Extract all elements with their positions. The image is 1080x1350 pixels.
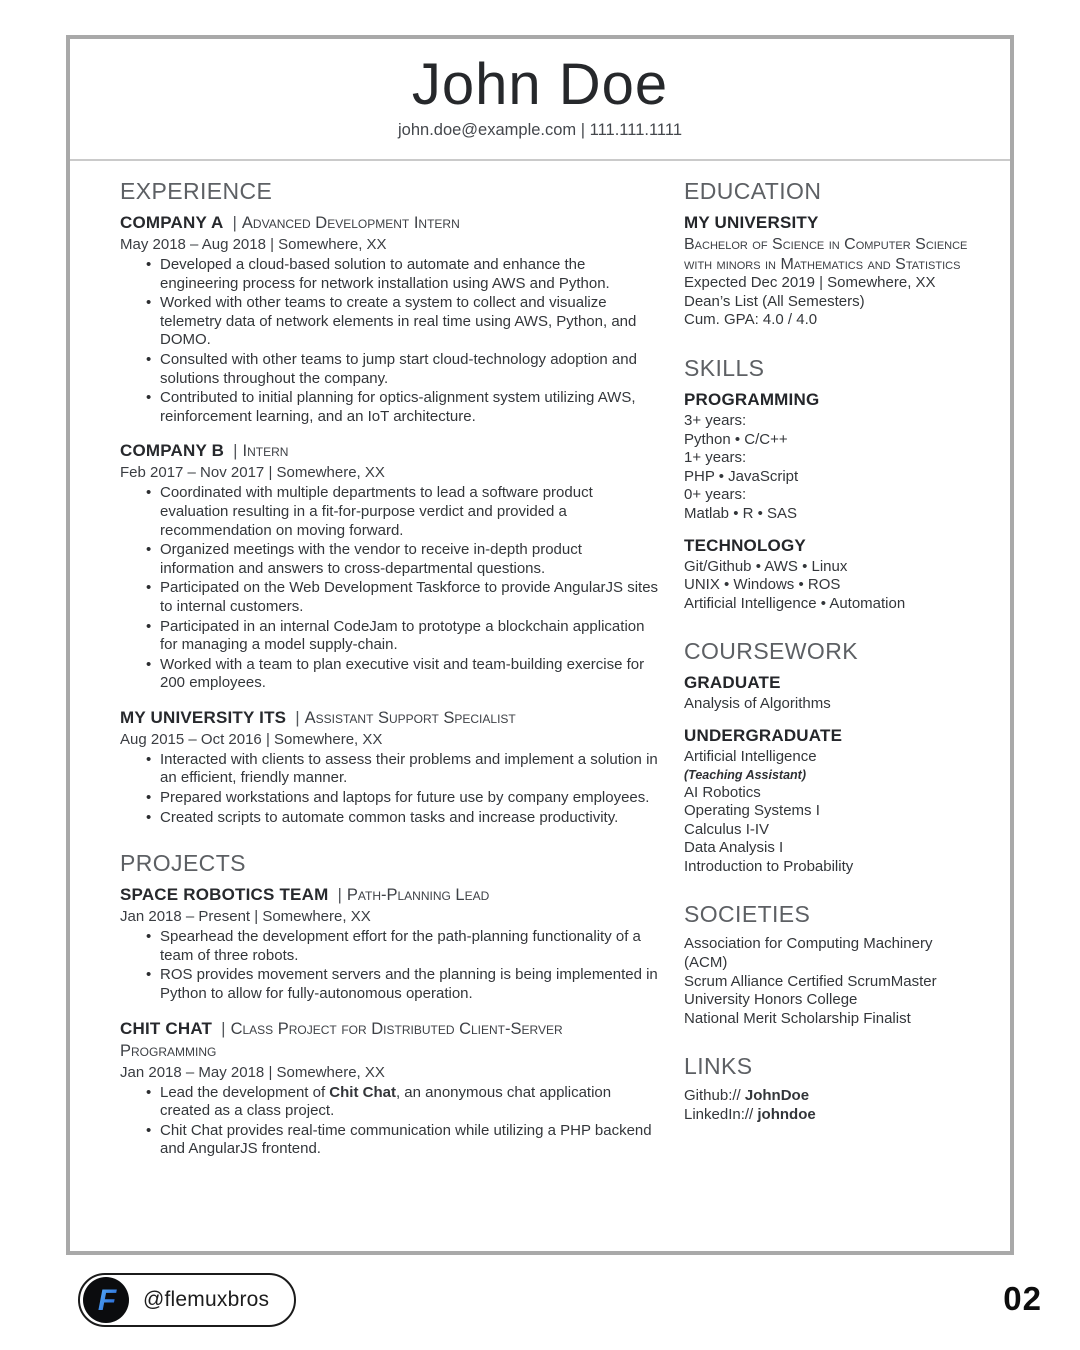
text-segment: Chit Chat <box>329 1083 396 1101</box>
entry-meta: Jan 2018 – Present | Somewhere, XX <box>120 908 371 926</box>
entry-meta: Jan 2018 – May 2018 | Somewhere, XX <box>120 1063 385 1081</box>
page-frame <box>66 35 1014 1255</box>
subsection <box>684 212 968 330</box>
separator: | <box>233 441 238 461</box>
entry-role: Path-Planning Lead <box>346 886 490 905</box>
bullet-item: • Spearhead the development effort for the path-planning functionality of a team of three robots. <box>160 928 660 965</box>
text-line: 0+ years: <box>684 486 747 504</box>
subsection <box>684 1087 968 1124</box>
entry <box>120 212 660 426</box>
section-projects <box>120 850 660 1159</box>
entry <box>120 884 660 1003</box>
entry-org: COMPANY B <box>120 441 225 461</box>
subsection-heading: PROGRAMMING <box>684 389 820 409</box>
entry-meta: May 2018 – Aug 2018 | Somewhere, XX <box>120 236 387 253</box>
bullet-item: • Developed a cloud-based solution to automate and enhance the engineering process for network installation using AWS and Python. <box>160 256 660 293</box>
text-line: Introduction to Probability <box>684 857 854 875</box>
bullet-item: • Coordinated with multiple departments to lead a software product evaluation resulting in a fit-for-purpose verdict and provided a recommendation on moving forward. <box>160 484 660 540</box>
entry-role: Assistant Support Specialist <box>304 708 516 727</box>
section-societies <box>684 901 968 1028</box>
separator: | <box>232 213 237 232</box>
footer-badge <box>78 1273 296 1327</box>
text-line: National Merit Scholarship Finalist <box>684 1009 911 1027</box>
text-line: Dean’s List (All Semesters) <box>684 292 865 310</box>
entry-head <box>120 1018 660 1062</box>
bullet-list <box>120 928 660 1003</box>
subsection <box>684 935 968 1028</box>
text-line: Calculus I-IV <box>684 820 770 838</box>
text-segment: Github:// <box>684 1087 745 1105</box>
text-line: Expected Dec 2019 | Somewhere, XX <box>684 274 936 292</box>
bullet-item: • Interacted with clients to assess their problems and implement a solution in an efficient, friendly manner. <box>160 751 660 788</box>
text-line: Association for Computing Machinery (ACM) <box>684 935 933 972</box>
entry <box>120 440 660 693</box>
logo-letter: F <box>97 1284 117 1317</box>
entry-org: COMPANY A <box>120 213 224 232</box>
entry-meta: Aug 2015 – Oct 2016 | Somewhere, XX <box>120 730 383 748</box>
text-line: Cum. GPA: 4.0 / 4.0 <box>684 311 818 329</box>
separator: | <box>221 1018 226 1038</box>
bullet-item: • Consulted with other teams to jump start cloud-technology adoption and solutions throughout the company. <box>160 351 660 388</box>
entry <box>120 707 660 827</box>
subsection <box>684 389 968 524</box>
bullet-list <box>120 1084 660 1159</box>
subsection-heading: TECHNOLOGY <box>684 535 806 555</box>
text-line: (Teaching Assistant) <box>684 767 807 782</box>
text-line <box>684 1087 968 1106</box>
bullet-list <box>120 484 660 693</box>
entry <box>120 1018 660 1159</box>
entry-head <box>120 707 660 729</box>
text-line: Bachelor of Science in Computer Science with minors in Mathematics and Statistics <box>684 236 968 273</box>
entry-role: Advanced Development Intern <box>241 214 460 232</box>
subsection <box>684 725 968 877</box>
name-title: John Doe <box>411 52 669 117</box>
text-segment: , an anonymous chat application created as a class project. <box>160 1083 612 1120</box>
section-title: EXPERIENCE <box>120 178 273 204</box>
text-line: UNIX • Windows • ROS <box>684 576 841 594</box>
bullet-item: • Organized meetings with the vendor to receive in-depth product information and answers to cross-departmental questions. <box>160 541 660 578</box>
text-line: AI Robotics <box>684 783 761 801</box>
text-line: 1+ years: <box>684 449 747 467</box>
text-line: Analysis of Algorithms <box>684 695 831 713</box>
text-line: 3+ years: <box>684 411 747 429</box>
text-line: PHP • JavaScript <box>684 467 799 485</box>
right-column <box>684 178 968 1182</box>
text-line: Python • C/C++ <box>684 430 788 448</box>
entry-head <box>120 440 660 462</box>
entry-head <box>120 884 660 906</box>
text-line: Data Analysis I <box>684 839 784 857</box>
section-title: SKILLS <box>684 354 765 381</box>
text-line: Artificial Intelligence • Automation <box>684 594 906 612</box>
bullet-list <box>120 751 660 827</box>
page-number: 02 <box>1003 1280 1042 1317</box>
entry-org: SPACE ROBOTICS TEAM <box>120 885 329 905</box>
separator: | <box>337 885 342 905</box>
entry-head <box>120 212 660 234</box>
contact-line: john.doe@example.com | 111.111.1111 <box>398 120 682 139</box>
subsection-heading: UNDERGRADUATE <box>684 725 843 745</box>
bullet-item: • ROS provides movement servers and the planning is being implemented in Python to allow for fully-autonomous operation. <box>160 966 660 1003</box>
subsection-heading: MY UNIVERSITY <box>684 213 819 232</box>
text-segment: johndoe <box>757 1106 816 1124</box>
subsection-heading: GRADUATE <box>684 673 781 693</box>
text-segment: Lead the development of <box>160 1083 330 1101</box>
bullet-item: • Worked with a team to plan executive visit and team-building exercise for 200 employees. <box>160 656 660 693</box>
bullet-item: • Contributed to initial planning for optics-alignment system utilizing AWS, reinforcement learning, and an IoT architecture. <box>160 389 660 426</box>
entry-role: Class Project for Distributed Client-Server Programming <box>120 1019 563 1060</box>
badge-handle: @flemuxbros <box>143 1288 270 1311</box>
section-title: PROJECTS <box>120 850 246 877</box>
bullet-item: • Participated in an internal CodeJam to prototype a blockchain application for managing a model supply-chain. <box>160 618 660 655</box>
text-line: Matlab • R • SAS <box>684 504 798 522</box>
section-education <box>684 178 968 330</box>
section-title: LINKS <box>684 1053 753 1080</box>
separator: | <box>295 707 300 727</box>
text-line <box>684 1106 968 1125</box>
bullet-item: • Created scripts to automate common tasks and increase productivity. <box>160 809 660 828</box>
bullet-list <box>120 256 660 426</box>
text-line: Operating Systems I <box>684 802 820 820</box>
section-skills <box>684 355 968 613</box>
text-line: University Honors College <box>684 991 858 1009</box>
flemux-logo-icon <box>83 1277 129 1323</box>
bullet-item <box>160 1084 660 1121</box>
section-links <box>684 1053 968 1124</box>
section-title: COURSEWORK <box>684 638 858 665</box>
text-segment: JohnDoe <box>744 1087 810 1105</box>
content-columns <box>70 161 1010 1182</box>
logo-f-glyph <box>83 1277 129 1323</box>
section-title: EDUCATION <box>684 178 822 204</box>
text-line: Artificial Intelligence <box>684 747 817 765</box>
bullet-item: • Prepared workstations and laptops for future use by company employees. <box>160 789 660 808</box>
entry-org: MY UNIVERSITY ITS <box>120 707 287 727</box>
entry-org: CHIT CHAT <box>120 1018 213 1038</box>
text-line: Git/Github • AWS • Linux <box>684 557 848 575</box>
bullet-item: • Chit Chat provides real-time communication while utilizing a PHP backend and AngularJS frontend. <box>160 1122 660 1159</box>
text-line: Scrum Alliance Certified ScrumMaster <box>684 972 937 990</box>
section-experience <box>120 178 660 827</box>
resume-header <box>70 39 1010 161</box>
section-coursework <box>684 638 968 876</box>
section-title: SOCIETIES <box>684 901 811 928</box>
entry-meta: Feb 2017 – Nov 2017 | Somewhere, XX <box>120 464 385 482</box>
left-column <box>120 178 660 1182</box>
text-segment: LinkedIn:// <box>684 1106 758 1124</box>
bullet-item: • Worked with other teams to create a system to collect and visualize telemetry data of network elements in real time using AWS, Python, and DOMO. <box>160 294 660 350</box>
entry-role: Intern <box>242 442 289 461</box>
bullet-item: • Participated on the Web Development Taskforce to provide AngularJS sites to internal customers. <box>160 579 660 616</box>
subsection <box>684 672 968 714</box>
subsection <box>684 535 968 614</box>
